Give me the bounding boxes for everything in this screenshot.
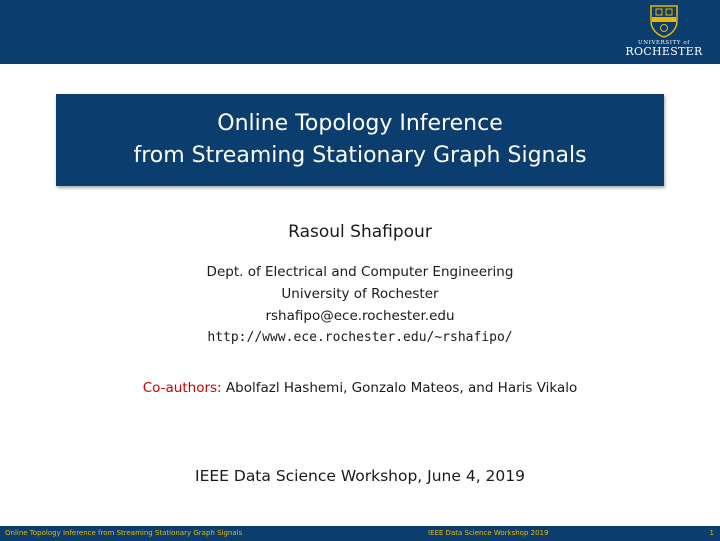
title-line-1: Online Topology Inference [217, 111, 503, 136]
author-name: Rasoul Shafipour [288, 222, 432, 242]
coauthors-names: Abolfazl Hashemi, Gonzalo Mateos, and Haris Vikalo [225, 380, 578, 396]
footer-title: Online Topology Inference from Streaming Stationary Graph Signals [5, 529, 243, 537]
footer-venue: IEEE Data Science Workshop 2019 [428, 529, 549, 537]
logo-university-of: UNIVERSITY of [638, 40, 690, 46]
affiliation-block [0, 261, 720, 349]
email[interactable]: rshafipo@ece.rochester.edu [265, 308, 455, 324]
university-shield-icon [649, 4, 679, 38]
university: University of Rochester [281, 286, 439, 302]
venue-date: IEEE Data Science Workshop, June 4, 2019 [195, 467, 525, 485]
title-line-2: from Streaming Stationary Graph Signals [133, 143, 587, 168]
department: Dept. of Electrical and Computer Engineering [206, 264, 514, 280]
footer-page-number: 1 [709, 529, 714, 537]
coauthors-line [0, 380, 720, 396]
footer-bar [0, 526, 720, 541]
header-bar [0, 0, 720, 64]
logo-rochester: ROCHESTER [625, 45, 703, 58]
university-logo [618, 4, 710, 62]
coauthors-label: Co-authors: [142, 380, 222, 396]
title-box [56, 94, 664, 186]
homepage-url[interactable]: http://www.ece.rochester.edu/~rshafipo/ [207, 330, 513, 345]
